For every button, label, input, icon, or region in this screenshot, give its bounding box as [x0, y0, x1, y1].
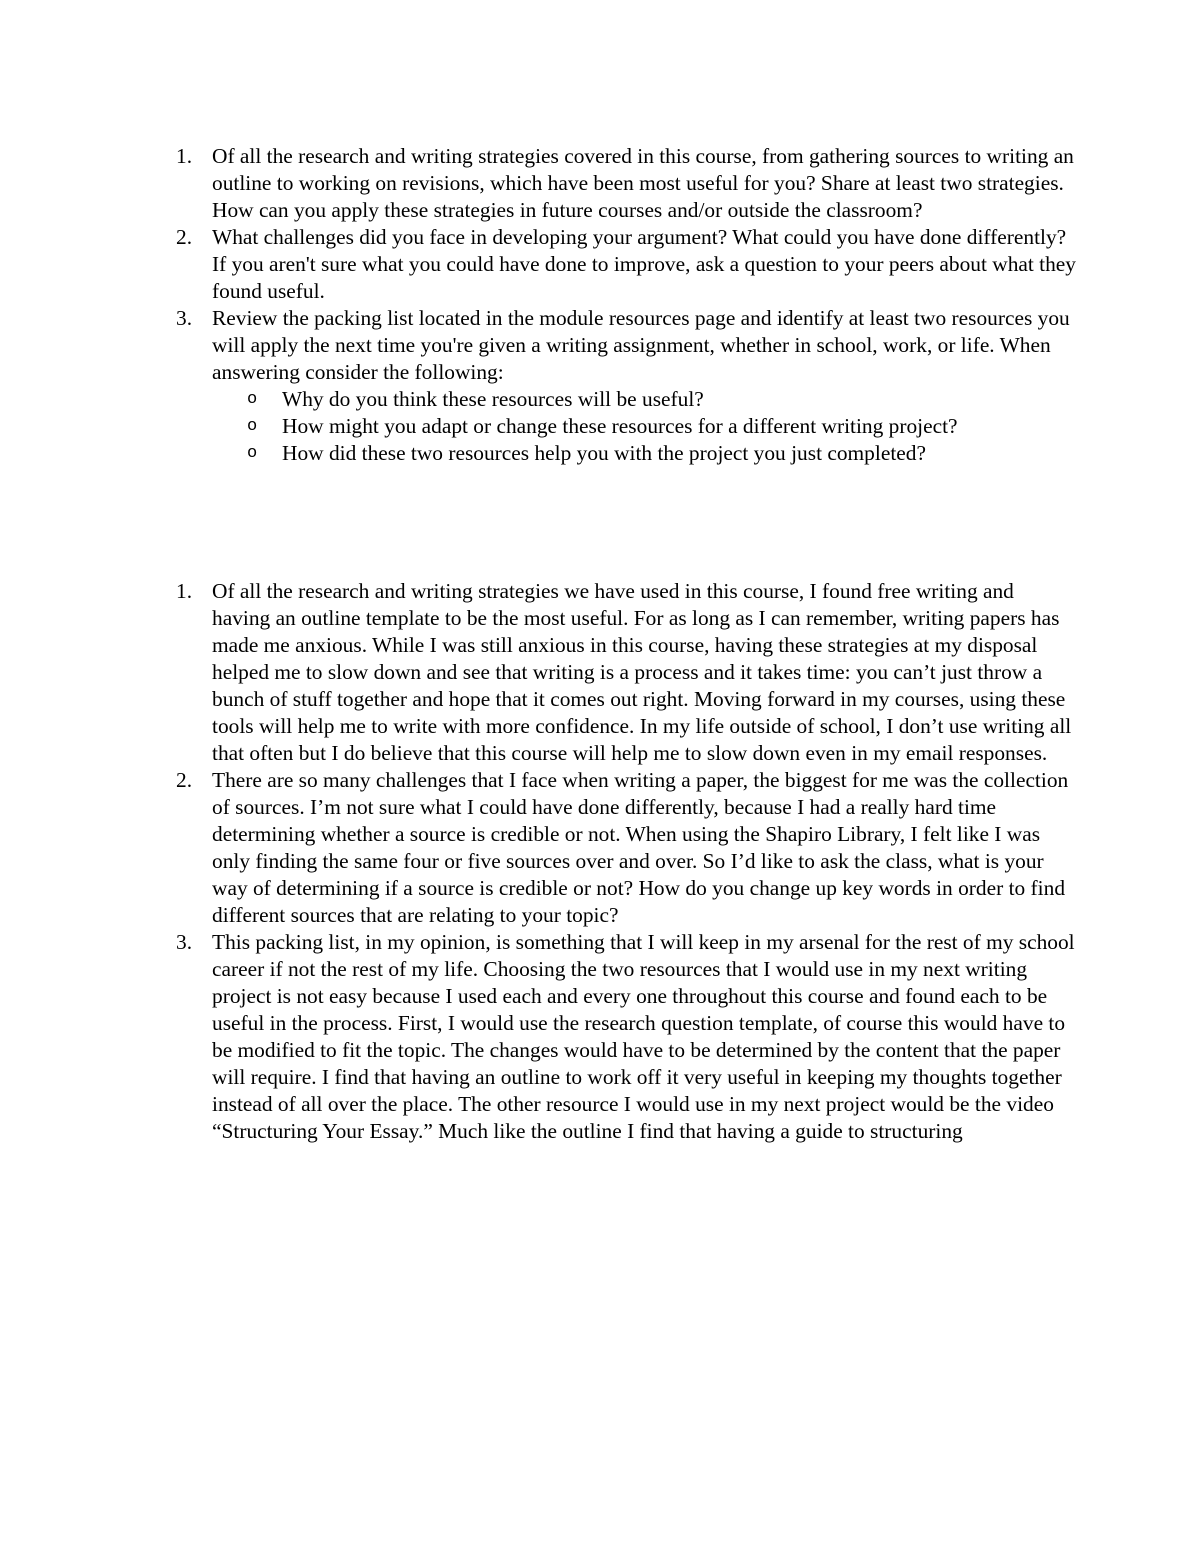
list-item: [176, 578, 1076, 767]
sub-bullet-list: [212, 386, 1076, 467]
list-item: [176, 929, 1076, 1145]
sub-list-item: [212, 386, 1076, 413]
list-item: [176, 305, 1076, 467]
list-item-text: Review the packing list located in the module resources page and identify at least two resources you will apply the next time you're given a writing assignment, whether in school, work, or life. When answering consider the following:: [212, 306, 1070, 384]
circle-bullet-icon: o: [247, 417, 258, 436]
circle-bullet-icon: o: [247, 444, 258, 463]
list-item-text: What challenges did you face in developing your argument? What could you have done differently? If you aren't sure what you could have done to improve, ask a question to your peers about what they found useful.: [212, 225, 1077, 303]
list-item-number: 1.: [176, 144, 193, 168]
list-item-text: Of all the research and writing strategies covered in this course, from gathering sources to writing an outline to working on revisions, which have been most useful for you? Share at least two strategies. How can you apply these strategies in future courses and/or outside the classroom?: [212, 144, 1074, 222]
list-item-text: Of all the research and writing strategies we have used in this course, I found free writing and having an outline template to be the most useful. For as long as I can remember, writing papers has made me anxious. While I was still anxious in this course, having these strategies at my disposal helped me to slow down and see that writing is a process and it takes time: you can’t just throw a bunch of stuff together and hope that it comes out right. Moving forward in my courses, using these tools will help me to write with more confidence. In my life outside of school, I don’t use writing all that often but I do believe that this course will help me to slow down even in my email responses.: [212, 579, 1072, 765]
list-item-number: 1.: [176, 579, 193, 603]
sub-list-item: [212, 440, 1076, 467]
sub-list-item: [212, 413, 1076, 440]
prompt-questions-list: [176, 143, 1076, 467]
list-item: [176, 224, 1076, 305]
list-item: [176, 143, 1076, 224]
list-item-text: There are so many challenges that I face when writing a paper, the biggest for me was the collection of sources. I’m not sure what I could have done differently, because I had a really hard time determining whether a source is credible or not. When using the Shapiro Library, I felt like I was only finding the same four or five sources over and over. So I’d like to ask the class, what is your way of determining if a source is credible or not? How do you change up key words in order to find different sources that are relating to your topic?: [212, 768, 1069, 927]
circle-bullet-icon: o: [247, 390, 258, 409]
list-item-number: 3.: [176, 930, 193, 954]
list-item-number: 3.: [176, 306, 193, 330]
response-answers-list: [176, 578, 1076, 1145]
list-item-number: 2.: [176, 225, 193, 249]
sub-list-item-text: Why do you think these resources will be useful?: [282, 387, 704, 411]
sub-list-item-text: How did these two resources help you with the project you just completed?: [282, 441, 926, 465]
list-item: [176, 767, 1076, 929]
list-item-number: 2.: [176, 768, 193, 792]
list-item-text: This packing list, in my opinion, is something that I will keep in my arsenal for the rest of my school career if not the rest of my life. Choosing the two resources that I would use in my next writing project is not easy because I used each and every one throughout this course and found each to be useful in the process. First, I would use the research question template, of course this would have to be modified to fit the topic. The changes would have to be determined by the content that the paper will require. I find that having an outline to work off it very useful in keeping my thoughts together instead of all over the place. The other resource I would use in my next project would be the video “Structuring Your Essay.” Much like the outline I find that having a guide to structuring: [212, 930, 1075, 1143]
sub-list-item-text: How might you adapt or change these resources for a different writing project?: [282, 414, 958, 438]
